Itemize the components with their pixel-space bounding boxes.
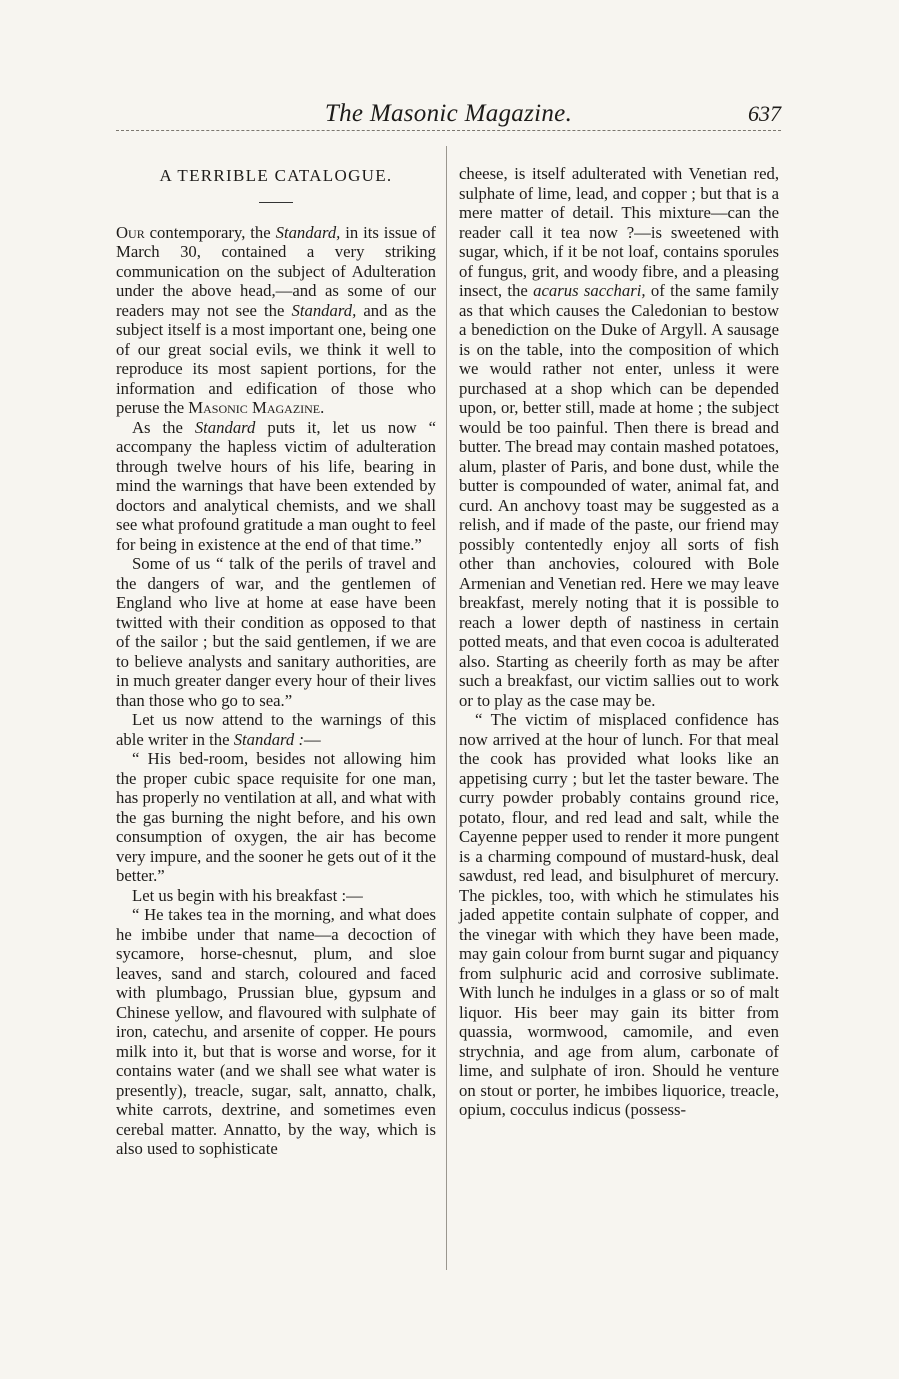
italic-run: Standard — [194, 417, 256, 437]
italic-run: Standard : — [233, 729, 305, 749]
italic-run: Standard, — [291, 300, 357, 320]
text-run: Let us now attend to the warnings of this able writer in the — [116, 710, 436, 749]
italic-run: acarus sacchari, — [533, 281, 646, 300]
paragraph — [116, 418, 436, 555]
text-run: puts it, let us now “ accompany the hapless victim of adulteration through twelve hours of his life, bearing in mind the warnings that have been extended by doctors and analytical chemists, and we shall see what profound gratitude a man ought to feel for being in existence at the end of that time.” — [116, 417, 436, 554]
text-run: contemporary, the — [144, 222, 276, 242]
paragraph — [459, 164, 779, 710]
article-title: A TERRIBLE CATALOGUE. — [159, 166, 393, 185]
paragraph — [116, 710, 436, 749]
paragraph: Let us begin with his breakfast :— — [132, 885, 363, 905]
page-header — [116, 94, 781, 131]
paragraph: “ The victim of misplaced confidence has now arrived at the hour of lunch. For that meal the cook has provided what looks like an appetising curry ; but let the taster beware. The curry powder probably contains ground rice, potato, flour, and red lead and salt, while the Cayenne pepper used to render it more pungent is a charming compound of mustard-husk, deal sawdust, red lead, and bisulphuret of mercury. The pickles, too, with which he stimulates his jaded appetite contain sulphate of copper, and the vinegar with which they have been made, may gain colour from burnt sugar and piquancy from sulphuric acid and corrosive sublimate. With lunch he indulges in a glass or so of malt liquor. His beer may gain its bitter from quassia, wormwood, camomile, and even strychnia, and age from alum, carbonate of lime, and sulphate of iron. Should he venture on stout or porter, he imbibes liquorice, treacle, opium, cocculus indicus (possess- — [459, 710, 779, 1119]
column-divider — [446, 146, 447, 1270]
text-run: of the same family as that which causes the Caledonian to bestow a benediction on the Duke of Argyll. A sausage is on the table, into the composition of which we would rather not enter, unless it were purchased at a shop which can be depended upon, or, better still, made at home ; the subject would be too painful. Then there is bread and butter. The bread may contain mashed potatoes, alum, plaster of Paris, and bone dust, while the butter is compounded of water, animal fat, and curd. An anchovy toast may be suggested as a relish, and if made of the paste, our friend may possibly contentedly enjoy all sorts of fish other than anchovies, coloured with Bole Armenian and Venetian red. Here we may leave breakfast, merely noting that it is possible to reach a lower depth of nastiness in certain potted meats, and that even cocoa is adulterated also. Starting as cheerily forth as may be after such a breakfast, our victim sallies out to work or to play as the case may be. — [459, 281, 779, 710]
paragraph: Some of us “ talk of the perils of travel and the dangers of war, and the gentlemen of England who live at home at ease have been twitted with their condition as opposed to that of the sailor ; but the said gentlemen, if we are to believe analysts and sanitary authorities, are in much greater danger every hour of their lives than those who go to sea.” — [116, 554, 436, 710]
small-caps-run: Masonic Magazine. — [188, 398, 325, 417]
italic-run: Standard, — [275, 222, 341, 242]
text-run: cheese, is itself adulterated with Venetian red, sulphate of lime, lead, and copper ; but that is a mere matter of detail. This mixture—can the reader call it tea now ?—is sweetened with sugar, which, if it be not loaf, contains sporules of fungus, grit, and woody fibre, and a pleasing insect, the — [459, 164, 779, 300]
paragraph: “ He takes tea in the morning, and what does he imbibe under that name—a decoction of sycamore, horse-chesnut, plum, and sloe leaves, sand and starch, coloured and faced with plumbago, Prussian blue, gypsum and Chinese yellow, and flavoured with sulphate of iron, catechu, and arsenite of copper. He pours milk into it, but that is worse and worse, for it contains water (and we shall see what water is presently), treacle, sugar, salt, annatto, chalk, white carrots, dextrine, and sometimes even cerebal matter. Annatto, by the way, which is also used to sophisticate — [116, 905, 436, 1158]
text-run: in its issue of March 30, contained a very striking communication on the subject of Adulteration under the above head,—and as some of our readers may not see the — [116, 222, 436, 320]
paragraph — [116, 223, 436, 418]
title-rule — [259, 202, 293, 203]
page-number: 637 — [748, 101, 781, 126]
paragraph: “ His bed-room, besides not allowing him the proper cubic space requisite for one man, has properly no ventilation at all, and what with the gas burning the night before, and his own consumption of oxygen, the air has become very impure, and the sooner he gets out of it the better.” — [116, 749, 436, 885]
running-title: The Masonic Magazine. — [324, 100, 573, 127]
text-run: and as the subject itself is a most important one, being one of our great social evils, we think it well to reproduce its most sapient portions, for the information and edification of those who peruse the — [116, 300, 436, 417]
text-run: — — [304, 729, 321, 749]
drop-word: Our — [116, 222, 145, 242]
right-column — [459, 164, 779, 1120]
text-run: As the — [132, 417, 195, 437]
left-column — [116, 154, 436, 1159]
